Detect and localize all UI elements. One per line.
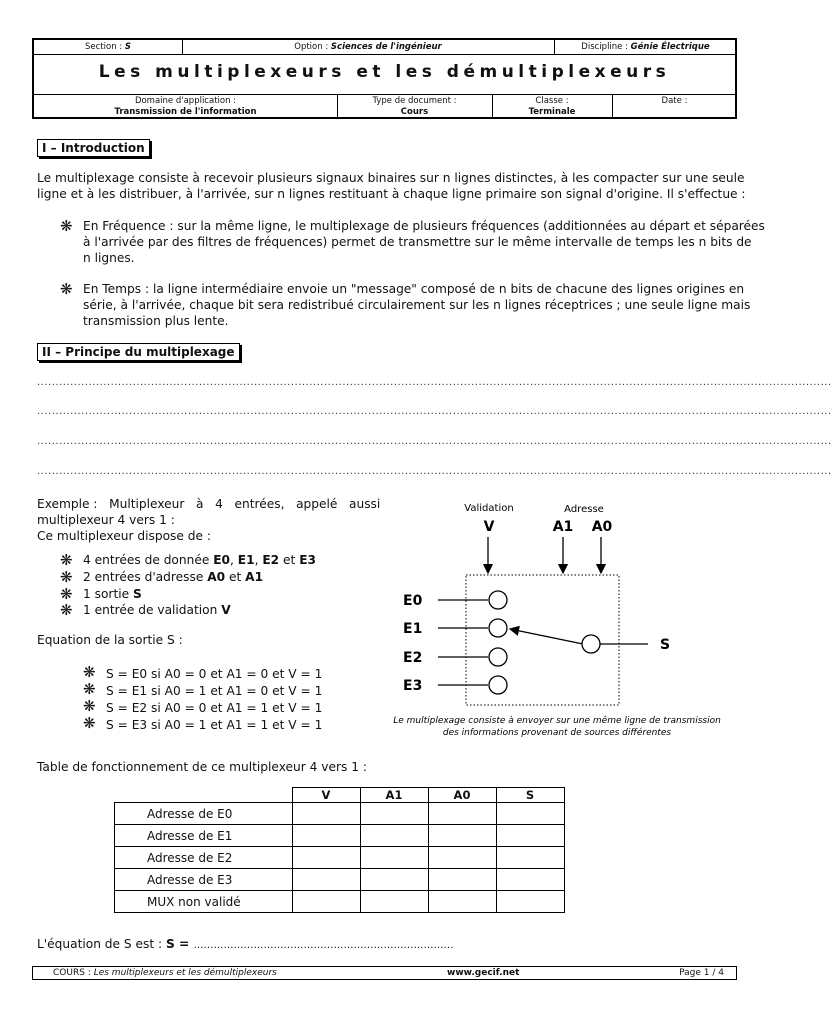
item-data-inputs: 4 entrées de donnée E0, E1, E2 et E3 <box>83 553 316 567</box>
bullet-frequence-line-3: n lignes. <box>83 251 135 265</box>
date-label: Date : <box>661 96 688 106</box>
table-cell[interactable] <box>428 847 496 869</box>
table-cell[interactable] <box>292 825 360 847</box>
col-header-s: S <box>496 788 564 803</box>
equation-s-symbol: S <box>166 937 175 951</box>
e0-contact <box>489 591 507 609</box>
row-label: Adresse de E3 <box>115 869 293 891</box>
bullet-star-icon: ❋ <box>60 585 73 603</box>
classe-value: Terminale <box>528 107 576 117</box>
table-cell[interactable] <box>292 803 360 825</box>
section-cell <box>34 40 182 54</box>
bullet-star-icon: ❋ <box>60 601 73 619</box>
example-line-1: Exemple : Multiplexeur à 4 entrées, appelé aussi <box>37 497 381 511</box>
footer-course <box>53 967 277 979</box>
table-cell[interactable] <box>496 825 564 847</box>
table-cell[interactable] <box>496 803 564 825</box>
example-line-3: Ce multiplexeur dispose de : <box>37 529 211 543</box>
bullet-frequence-line-1: En Fréquence : sur la même ligne, le multiplexage de plusieurs fréquences (additionnées au départ et séparées <box>83 219 765 233</box>
fill-in-dotted-line: ........................................................................................................................................................................................................................ <box>37 436 832 447</box>
classe-cell <box>492 96 612 118</box>
header-row-title <box>34 54 735 95</box>
adresse-label: Adresse <box>564 504 604 515</box>
header-row-bottom <box>34 95 735 119</box>
table-cell[interactable] <box>360 825 428 847</box>
e3-label: E3 <box>403 678 423 694</box>
domain-value: Transmission de l'information <box>114 107 257 117</box>
table-cell[interactable] <box>428 803 496 825</box>
table-corner <box>115 788 293 803</box>
v-label: V <box>483 519 495 535</box>
example-line-2: multiplexeur 4 vers 1 : <box>37 513 175 527</box>
table-row <box>115 825 565 847</box>
a0-label: A0 <box>591 519 613 535</box>
footer-website: www.gecif.net <box>447 968 520 978</box>
page-footer <box>32 966 737 980</box>
table-cell[interactable] <box>496 847 564 869</box>
equation-3: S = E2 si A0 = 0 et A1 = 1 et V = 1 <box>106 701 323 715</box>
table-cell[interactable] <box>360 869 428 891</box>
table-cell[interactable] <box>360 847 428 869</box>
table-header-row <box>115 788 565 803</box>
bullet-star-icon: ❋ <box>60 551 73 569</box>
table-row <box>115 869 565 891</box>
table-cell[interactable] <box>496 891 564 913</box>
classe-label: Classe : <box>535 96 569 106</box>
equation-s-line: L'équation de S est : S = …………………………………………………………………… <box>37 937 454 951</box>
item-validation-input: 1 entrée de validation V <box>83 603 231 617</box>
intro-heading: I – Introduction <box>37 139 150 157</box>
bullet-frequence-line-2: à l'arrivée par des filtres de fréquences) permet de transmettre sur le même intervalle de temps les n bits de <box>83 235 752 249</box>
bullet-star-icon: ❋ <box>60 568 73 586</box>
table-title: Table de fonctionnement de ce multiplexeur 4 vers 1 : <box>37 760 367 774</box>
bullet-temps-line-2: série, à l'arrivée, chaque bit sera redistribué circulairement sur les n lignes réceptrices ; une seule ligne mais <box>83 298 751 312</box>
domain-cell <box>34 96 337 118</box>
col-header-v: V <box>292 788 360 803</box>
validation-label: Validation <box>464 503 514 514</box>
e3-contact <box>489 676 507 694</box>
row-label: MUX non validé <box>115 891 293 913</box>
multiplexer-diagram <box>380 495 740 745</box>
item-output: 1 sortie S <box>83 587 142 601</box>
table-row <box>115 803 565 825</box>
fill-in-dotted-line: ........................................................................................................................................................................................................................ <box>37 377 832 388</box>
diagram-caption-line-1: Le multiplexage consiste à envoyer sur une même ligne de transmission <box>393 716 721 726</box>
table-cell[interactable] <box>360 803 428 825</box>
equation-title: Equation de la sortie S : <box>37 633 183 647</box>
principe-heading: II – Principe du multiplexage <box>37 343 240 361</box>
switch-arm <box>510 629 583 644</box>
discipline-value: Génie Électrique <box>630 42 710 52</box>
table-cell[interactable] <box>496 869 564 891</box>
option-value: Sciences de l'ingénieur <box>330 42 442 52</box>
bullet-star-icon: ❋ <box>83 697 96 715</box>
table-row <box>115 847 565 869</box>
truth-table <box>114 787 565 913</box>
bullet-star-icon: ❋ <box>60 217 73 235</box>
section-value: S <box>124 42 131 52</box>
col-header-a0: A0 <box>428 788 496 803</box>
e0-label: E0 <box>403 593 423 609</box>
row-label: Adresse de E0 <box>115 803 293 825</box>
e1-label: E1 <box>403 621 423 637</box>
fill-in-dotted-line: ........................................................................................................................................................................................................................ <box>37 406 832 417</box>
doctype-cell <box>337 96 492 118</box>
table-row <box>115 891 565 913</box>
option-cell <box>182 40 554 54</box>
bullet-temps-line-3: transmission plus lente. <box>83 314 229 328</box>
e2-label: E2 <box>403 650 423 666</box>
row-label: Adresse de E2 <box>115 847 293 869</box>
document-header <box>32 38 737 119</box>
e1-contact <box>489 619 507 637</box>
s-label: S <box>660 637 671 653</box>
table-cell[interactable] <box>428 869 496 891</box>
doctype-label: Type de document : <box>372 96 457 106</box>
equation-s-label: L'équation de S est : <box>37 937 166 951</box>
discipline-cell <box>554 40 737 54</box>
bullet-star-icon: ❋ <box>83 680 96 698</box>
bullet-star-icon: ❋ <box>60 280 73 298</box>
option-label: Option : <box>294 42 329 52</box>
table-cell[interactable] <box>292 847 360 869</box>
a1-label: A1 <box>552 519 574 535</box>
equation-2: S = E1 si A0 = 1 et A1 = 0 et V = 1 <box>106 684 323 698</box>
discipline-label: Discipline : <box>581 42 628 52</box>
bullet-star-icon: ❋ <box>83 663 96 681</box>
row-label: Adresse de E1 <box>115 825 293 847</box>
table-cell[interactable] <box>428 825 496 847</box>
bullet-star-icon: ❋ <box>83 714 96 732</box>
fill-in-dotted-line: ........................................................................................................................................................................................................................ <box>37 466 832 477</box>
footer-cours-label: COURS : <box>53 968 91 978</box>
output-contact <box>582 635 600 653</box>
e2-contact <box>489 648 507 666</box>
equation-4: S = E3 si A0 = 1 et A1 = 1 et V = 1 <box>106 718 323 732</box>
header-row-top <box>34 40 735 55</box>
diagram-caption-line-2: des informations provenant de sources différentes <box>442 728 672 738</box>
doctype-value: Cours <box>400 107 429 117</box>
bullet-temps-line-1: En Temps : la ligne intermédiaire envoie un "message" composé de n bits de chacune des lignes origines en <box>83 282 745 296</box>
table-cell[interactable] <box>360 891 428 913</box>
footer-page-number: Page 1 / 4 <box>679 968 724 978</box>
document-title: Les multiplexeurs et les démultiplexeurs <box>98 62 671 82</box>
intro-paragraph-line-1: Le multiplexage consiste à recevoir plusieurs signaux binaires sur n lignes distinctes, à les compacter sur une seule <box>37 171 745 185</box>
table-cell[interactable] <box>292 869 360 891</box>
domain-label: Domaine d'application : <box>134 96 237 106</box>
item-address-inputs: 2 entrées d'adresse A0 et A1 <box>83 570 264 584</box>
intro-paragraph-line-2: ligne et à les distribuer, à l'arrivée, sur n lignes restituant à chaque ligne primaire son signal d'origine. Il s'effectue : <box>37 187 746 201</box>
col-header-a1: A1 <box>360 788 428 803</box>
table-cell[interactable] <box>428 891 496 913</box>
table-cell[interactable] <box>292 891 360 913</box>
footer-cours-title: Les multiplexeurs et les démultiplexeurs <box>93 968 277 978</box>
equation-1: S = E0 si A0 = 0 et A1 = 0 et V = 1 <box>106 667 323 681</box>
date-cell <box>612 96 737 107</box>
equation-s-blank[interactable]: …………………………………………………………………… <box>193 940 454 951</box>
section-label: Section : <box>85 42 123 52</box>
